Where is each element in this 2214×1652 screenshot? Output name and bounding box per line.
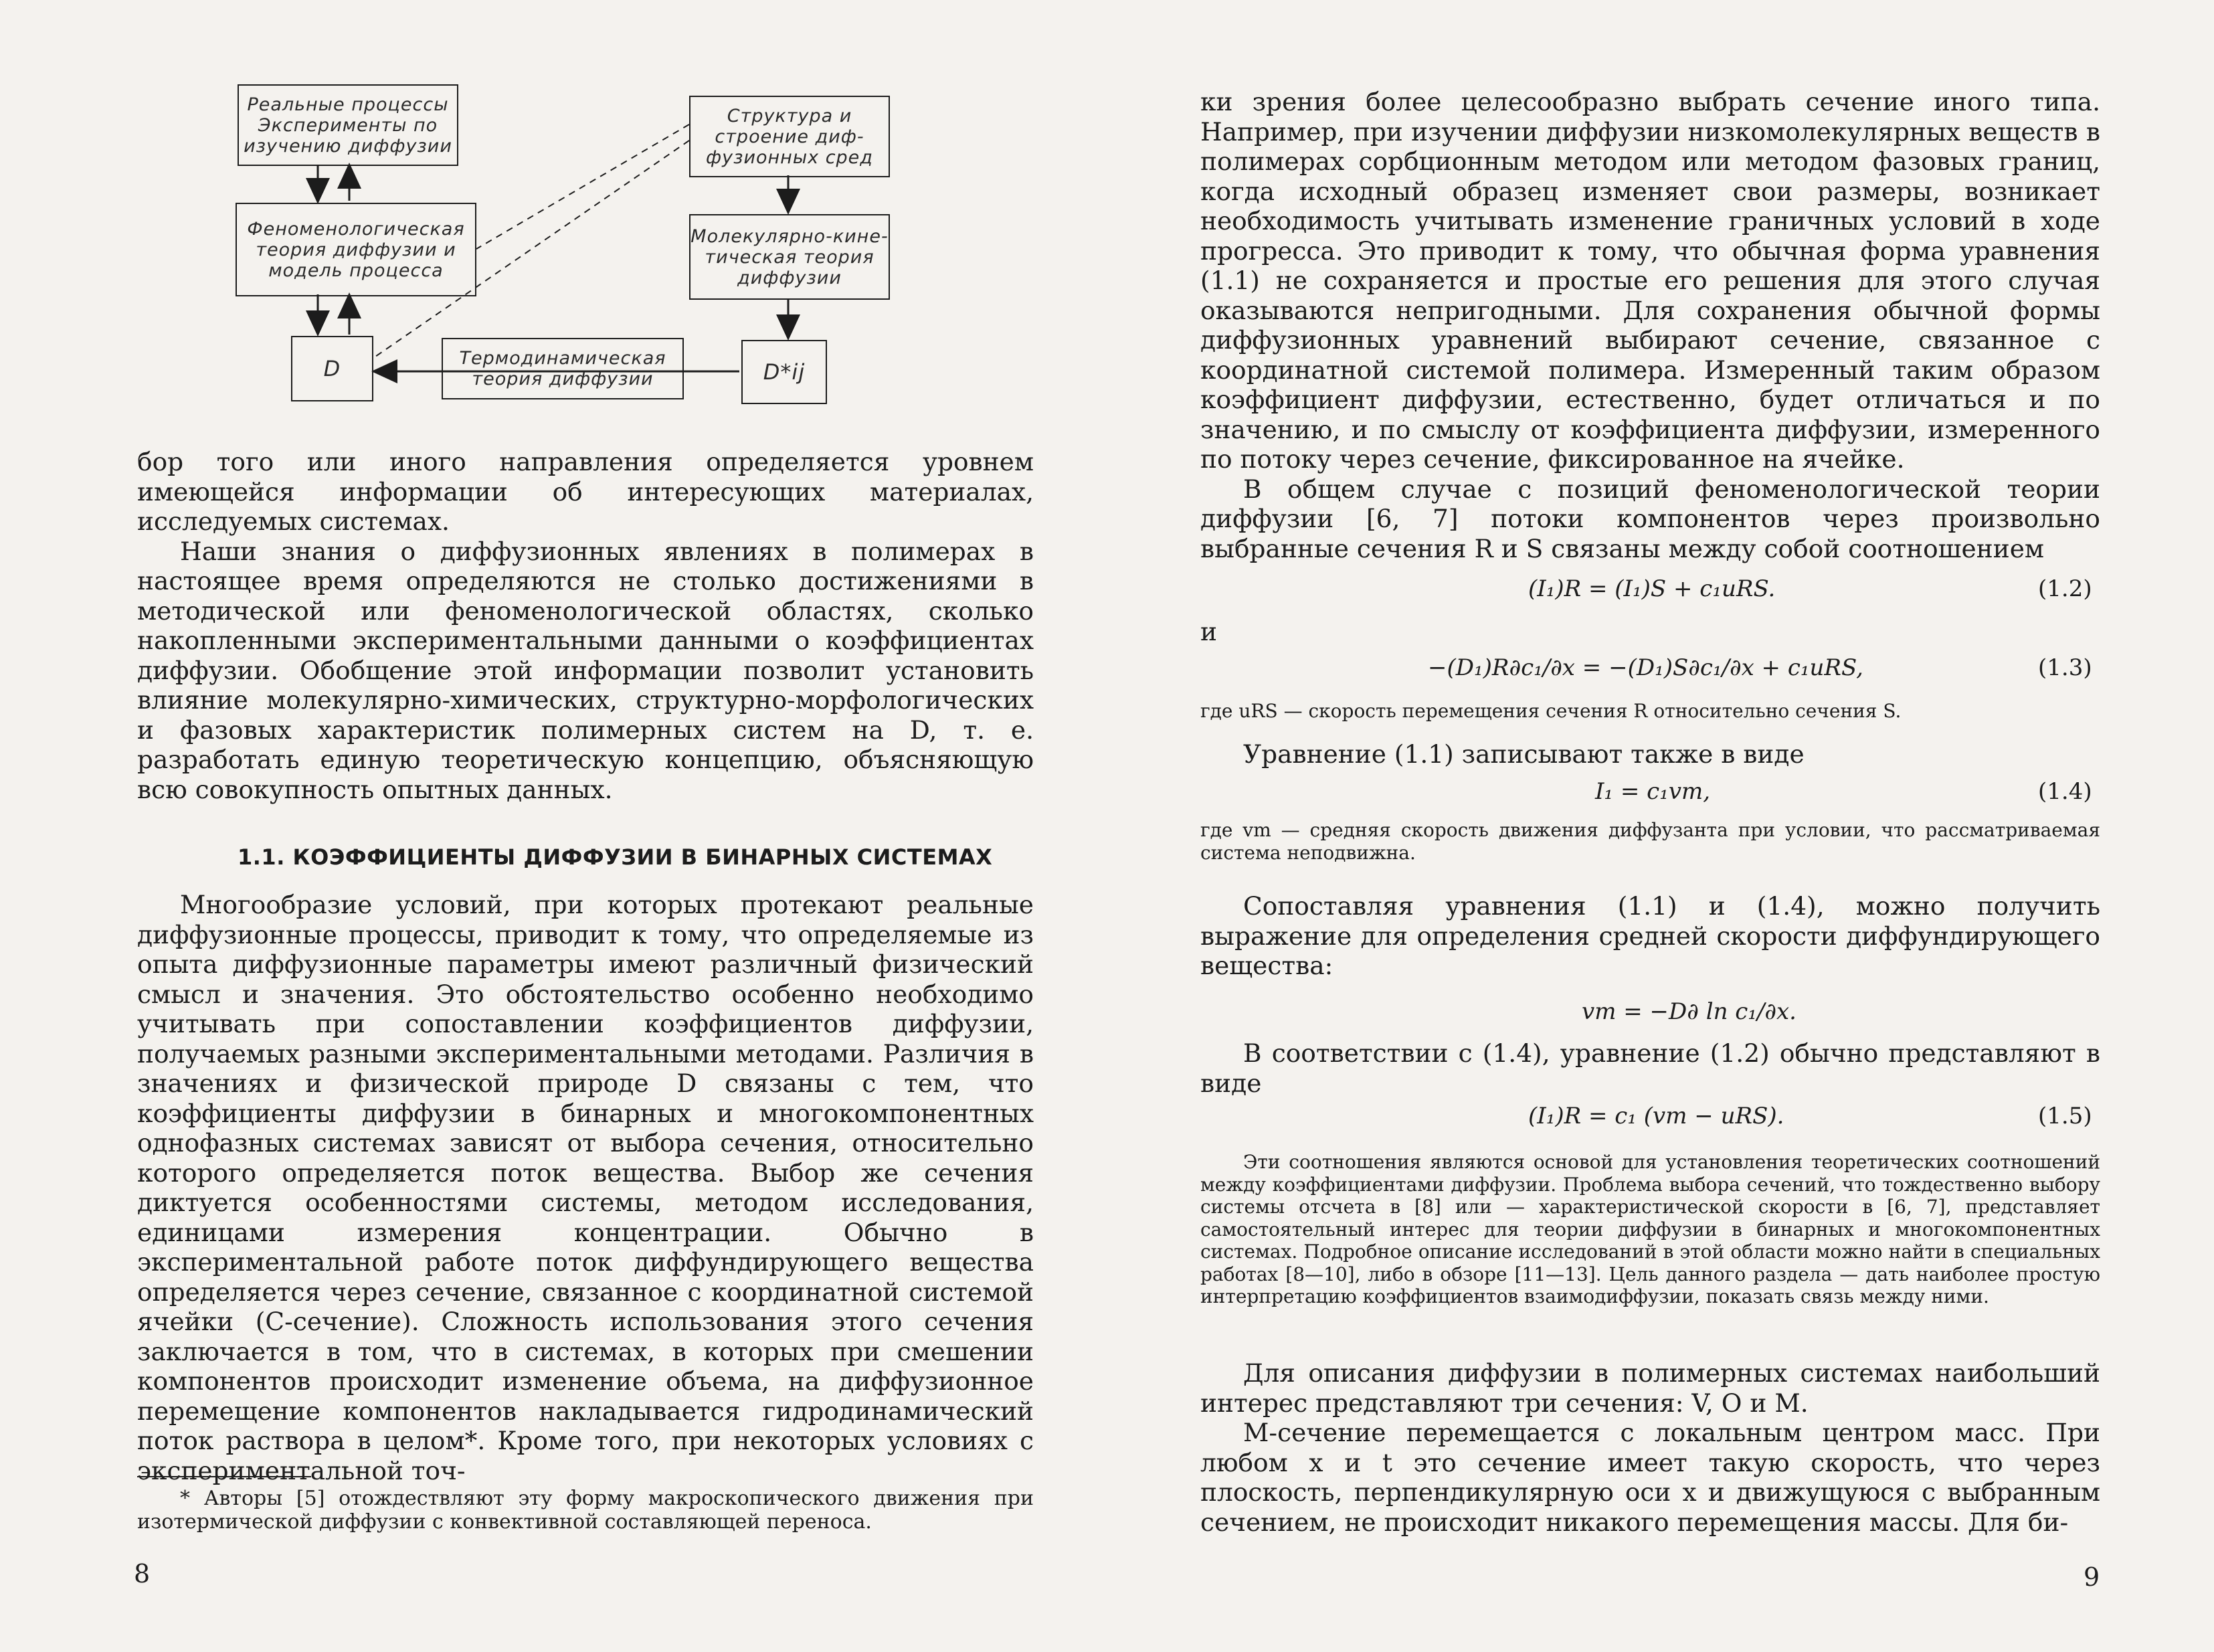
equation-1-3-number: (1.3) (2038, 654, 2092, 681)
para-compare: Сопоставляя уравнения (1.1) и (1.4), можно получить выражение для определения средней скорости диффундирующего вещества: (1200, 891, 2100, 980)
equation-1-5-number: (1.5) (2038, 1103, 2092, 1129)
section-paragraph: Многообразие условий, при которых протекают реальные диффузионные процессы, приводит к тому, что определяемые из опыта диффузионные параметры имеют различный физический смысл и значения. Это обстоятельство особенно необходимо учитывать при сопоставлении коэффициентов диффузии, получаемых разными экспериментальными методами. Различия в значениях и физической природе D связаны с тем, что коэффициенты диффузии в бинарных и многокомпонентных однофазных системах зависят от выбора сечения, относительно которого определяется поток вещества. Выбор же сечения диктуется особенностями системы, методом исследования, единицами измерения концентрации. Обычно в экспериментальной работе поток диффундирующего вещества определяется через сечение, связанное с координатной системой ячейки (С-сечение). Сложность использования этого сечения заключается в том, что в системах, в которых при смешении компонентов происходит изменение объема, на диффузионное перемещение компонентов накладывается гидродинамический поток раствора в целом*. Кроме того, при некоторых условиях с экспериментальной точ- (137, 890, 1034, 1485)
para-general: В общем случае с позиций феноменологической теории диффузии [6, 7] потоки компонентов через произвольно выбранные сечения R и S связаны между собой соотношением (1200, 474, 2100, 563)
box-dij: D*ij (741, 340, 827, 404)
equation-1-2: (I₁)R = (I₁)S + c₁uRS. (1528, 575, 1776, 602)
and-word: и (1200, 617, 1217, 646)
equation-1-4: I₁ = c₁vm, (1595, 778, 1711, 805)
equation-1-4-number: (1.4) (2038, 778, 2092, 805)
small-block: Эти соотношения являются основой для установления теоретических соотношений между коэффициентами диффузии. Проблема выбора сечений, что тождественно выбору системы отсчета в [8] или — характеристической скорости в [6, 7], представляет самостоятельный интерес для теории диффузии в бинарных и многокомпонентных системах. Подробное описание исследований в этой области можно найти в специальных работах [8—10], либо в обзоре [11—13]. Цель данного раздела — дать наиболее простую интерпретацию коэффициентов взаимодиффузии, показать связь между ними. (1200, 1151, 2100, 1307)
page-number-right: 9 (2084, 1562, 2100, 1592)
intro-paragraph-2: Наши знания о диффузионных явлениях в полимерах в настоящее время определяются не столько достижениями в методической или феноменологической областях, сколько накопленными экспериментальными данными о коэффициентах диффузии. Обобщение этой информации позволит установить влияние молекулярно-химических, структурно-морфологических и фазовых характеристик полимерных систем на D, т. е. разработать единую теоретическую концепцию, объясняющую всю совокупность опытных данных. (137, 536, 1034, 804)
box-molecular-kinetic: Молекулярно-кине-тическая теория диффузии (689, 214, 890, 300)
right-page (1107, 0, 2214, 1652)
box-thermodynamic: Термодинамическая теория диффузии (442, 338, 684, 399)
box-structure: Структура и строение диф-фузионных сред (689, 96, 890, 177)
footnote: * Авторы [5] отождествляют эту форму макроскопического движения при изотермической диффузии с конвективной составляющей переноса. (137, 1487, 1034, 1534)
intro-paragraph-1: бор того или иного направления определяется уровнем имеющейся информации об интересующих материалах, исследуемых системах. (137, 447, 1034, 536)
para-top: ки зрения более целесообразно выбрать сечение иного типа. Например, при изучении диффузии низкомолекулярных веществ в полимерах сорбционным методом или методом фазовых границ, когда исходный образец изменяет свои размеры, возникает необходимость учитывать изменение граничных условий в ходе прогресса. Это приводит к тому, что обычная форма уравнения (1.1) не сохраняется и простые его решения для этого случая оказываются непригодными. Для сохранения обычной формы диффузионных уравнений выбирают сечение, связанное с координатной системой полимера. Измеренный таким образом коэффициент диффузии, естественно, будет отличаться и по значению, и по смыслу от коэффициента диффузии, измеренного по потоку через сечение, фиксированное на ячейке. В общем случае с позиций феноменологической теории диффузии [6, 7] потоки компонентов через произвольно выбранные сечения R и S связаны между собой соотношением (1200, 87, 2100, 563)
note-urs: где uRS — скорость перемещения сечения R относительно сечения S. (1200, 700, 1902, 722)
section-heading: 1.1. КОЭФФИЦИЕНТЫ ДИФФУЗИИ В БИНАРНЫХ СИСТЕМАХ (238, 844, 993, 870)
equation-vm: vm = −D∂ ln c₁/∂x. (1582, 998, 1796, 1025)
box-real-processes: Реальные процессы Эксперименты по изучению диффузии (238, 84, 458, 166)
para-eq11: Уравнение (1.1) записывают также в виде (1243, 739, 1805, 769)
page-number-left: 8 (134, 1559, 151, 1588)
equation-1-5: (I₁)R = c₁ (vm − uRS). (1528, 1103, 1784, 1129)
box-d: D (291, 336, 373, 401)
footnote-rule (137, 1476, 311, 1477)
equation-1-2-number: (1.2) (2038, 575, 2092, 602)
note-vm: где vm — средняя скорость движения диффузанта при условии, что рассматриваемая система неподвижна. (1200, 819, 2100, 864)
box-phenomenological: Феноменологическая теория диффузии и модель процесса (236, 203, 476, 296)
para-accordance: В соответствии с (1.4), уравнение (1.2) обычно представляют в виде (1200, 1038, 2100, 1098)
flow-diagram (0, 0, 1107, 428)
equation-1-3: −(D₁)R∂c₁/∂x = −(D₁)S∂c₁/∂x + c₁uRS, (1428, 654, 1863, 681)
para-msection: М-сечение перемещается с локальным центром масс. При любом x и t это сечение имеет такую скорость, что через плоскость, перпендикулярную оси x и движущуюся с выбранным сечением, не происходит никакого перемещения массы. Для би- (1200, 1418, 2100, 1537)
intro-text (137, 447, 1034, 804)
para-sections: Для описания диффузии в полимерных системах наибольший интерес представляют три сечения: V, O и M. М-сечение перемещается с локальным центром масс. При любом x и t это сечение имеет такую скорость, что через плоскость, перпендикулярную оси x и движущуюся с выбранным сечением, не происходит никакого перемещения массы. Для би- (1200, 1358, 2100, 1537)
dashed-structure-to-phenom (476, 124, 689, 249)
section-text (137, 890, 1034, 1485)
